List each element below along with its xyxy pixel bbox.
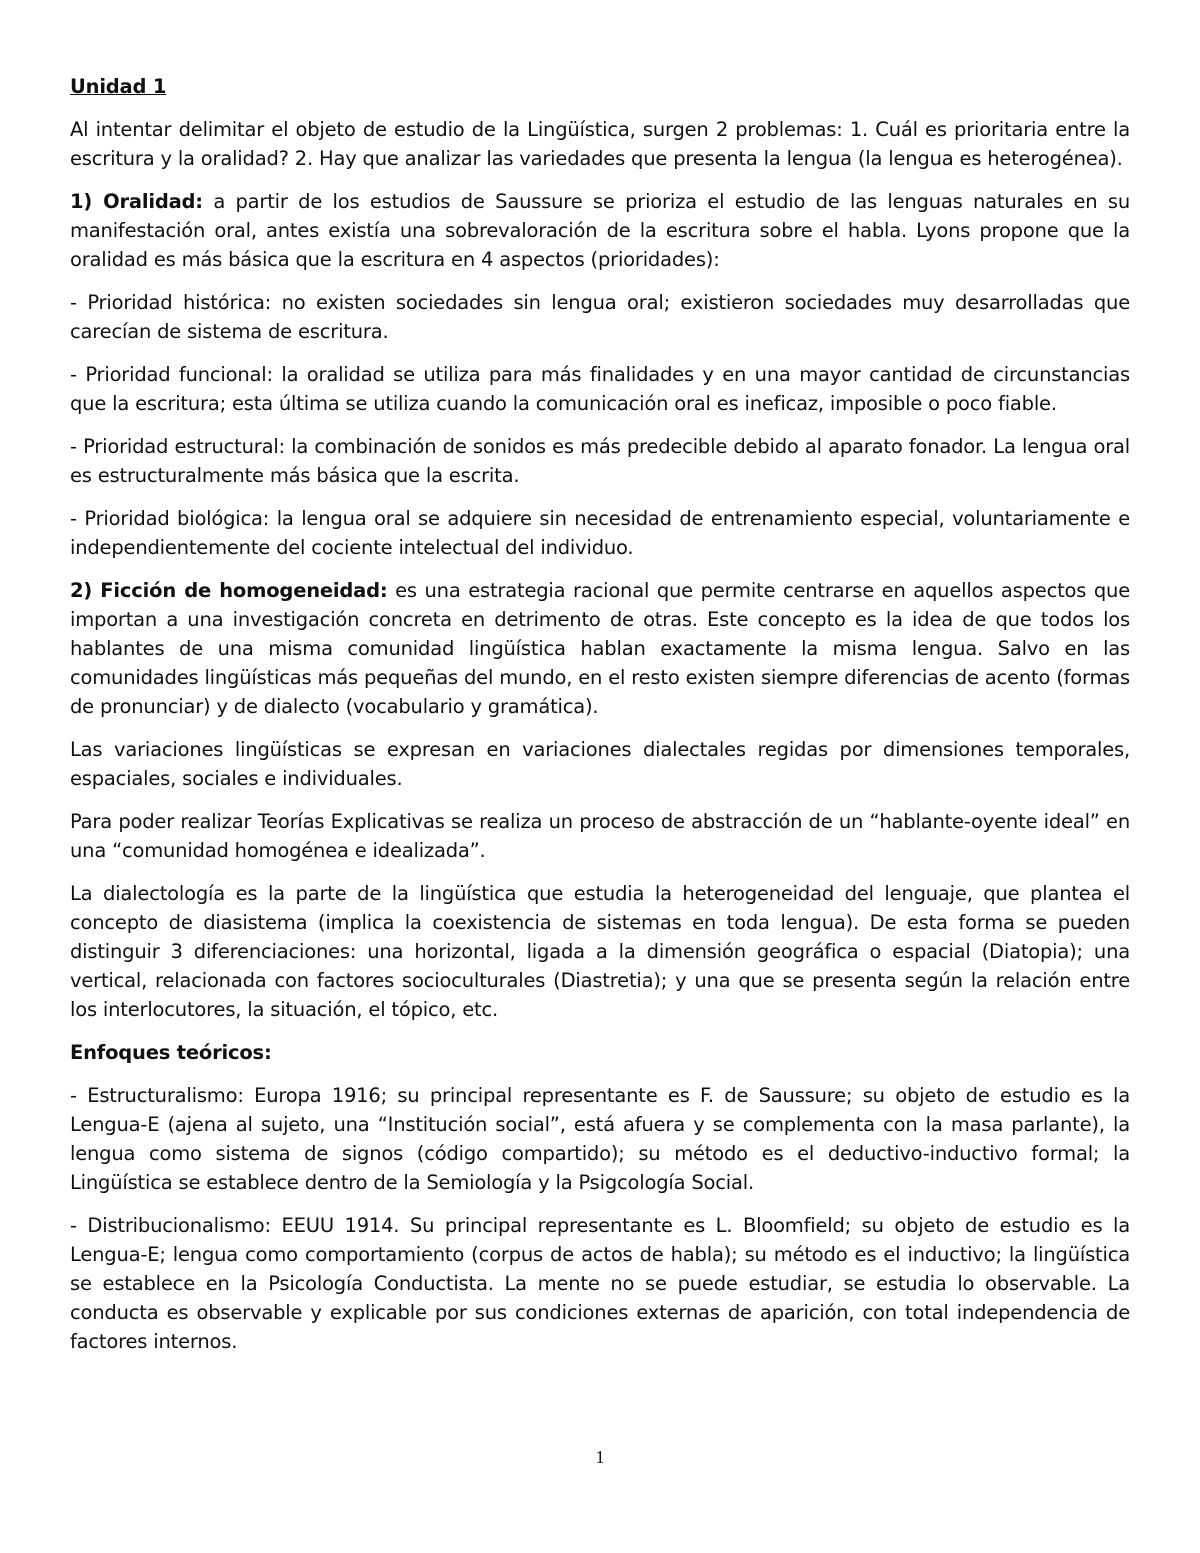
priority-biologica: - Prioridad biológica: la lengua oral se adquiere sin necesidad de entrenamiento especial, voluntariamente e independientemente del cociente intelectual del individuo. xyxy=(70,507,1130,559)
ficcion-text: es una estrategia racional que permite centrarse en aquellos aspectos que importan a una investigación concreta en detrimento de otras. Este concepto es la idea de que todos los hablantes de una misma comunidad lingüística hablan exactamente la misma lengua. Salvo en las comunidades lingüísticas más pequeñas del mundo, en el resto existen siempre diferencias de acento (formas de pronunciar) y de dialecto (vocabulario y gramática). xyxy=(70,579,1130,718)
unit-title: Unidad 1 xyxy=(70,75,167,98)
teorias-paragraph: Para poder realizar Teorías Explicativas se realiza un proceso de abstracción de un “hablante-oyente ideal” en una “comunidad homogénea e idealizada”. xyxy=(70,810,1130,862)
priority-estructural: - Prioridad estructural: la combinación de sonidos es más predecible debido al aparato fonador. La lengua oral es estructuralmente más básica que la escrita. xyxy=(70,435,1130,487)
intro-paragraph: Al intentar delimitar el objeto de estudio de la Lingüística, surgen 2 problemas: 1. Cuál es prioritaria entre la escritura y la oralidad? 2. Hay que analizar las variedades que presenta la lengua (la lengua es heterogénea). xyxy=(70,118,1130,170)
variaciones-paragraph: Las variaciones lingüísticas se expresan en variaciones dialectales regidas por dimensiones temporales, espaciales, sociales e individuales. xyxy=(70,738,1130,790)
ficcion-paragraph xyxy=(70,576,1130,721)
dialectologia-paragraph: La dialectología es la parte de la lingüística que estudia la heterogeneidad del lenguaje, que plantea el concepto de diasistema (implica la coexistencia de sistemas en toda lengua). De esta forma se pueden distinguir 3 diferenciaciones: una horizontal, ligada a la dimensión geográfica o espacial (Diatopia); una vertical, relacionada con factores socioculturales (Diastretia); y una que se presenta según la relación entre los interlocutores, la situación, el tópico, etc. xyxy=(70,882,1130,1021)
document-page xyxy=(70,72,1130,1370)
ficcion-label: 2) Ficción de homogeneidad: xyxy=(70,579,388,602)
page-number: 1 xyxy=(595,1447,605,1467)
enfoques-heading: Enfoques teóricos: xyxy=(70,1041,272,1064)
oralidad-label: 1) Oralidad: xyxy=(70,190,203,213)
oralidad-paragraph xyxy=(70,187,1130,274)
enfoque-estructuralismo: - Estructuralismo: Europa 1916; su principal representante es F. de Saussure; su objeto de estudio es la Lengua-E (ajena al sujeto, una “Institución social”, está afuera y se complementa con la masa parlante), la lengua como sistema de signos (código compartido); su método es el deductivo-inductivo formal; la Lingüística se establece dentro de la Semiología y la Psigcología Social. xyxy=(70,1084,1130,1194)
oralidad-text: a partir de los estudios de Saussure se prioriza el estudio de las lenguas naturales en su manifestación oral, antes existía una sobrevaloración de la escritura sobre el habla. Lyons propone que la oralidad es más básica que la escritura en 4 aspectos (prioridades): xyxy=(70,190,1130,271)
priority-historica: - Prioridad histórica: no existen sociedades sin lengua oral; existieron sociedades muy desarrolladas que carecían de sistema de escritura. xyxy=(70,291,1130,343)
enfoque-distribucionalismo: - Distribucionalismo: EEUU 1914. Su principal representante es L. Bloomfield; su objeto de estudio es la Lengua-E; lengua como comportamiento (corpus de actos de habla); su método es el inductivo; la lingüística se establece en la Psicología Conductista. La mente no se puede estudiar, se estudia lo observable. La conducta es observable y explicable por sus condiciones externas de aparición, con total independencia de factores internos. xyxy=(70,1214,1130,1353)
priority-funcional: - Prioridad funcional: la oralidad se utiliza para más finalidades y en una mayor cantidad de circunstancias que la escritura; esta última se utiliza cuando la comunicación oral es ineficaz, imposible o poco fiable. xyxy=(70,363,1130,415)
